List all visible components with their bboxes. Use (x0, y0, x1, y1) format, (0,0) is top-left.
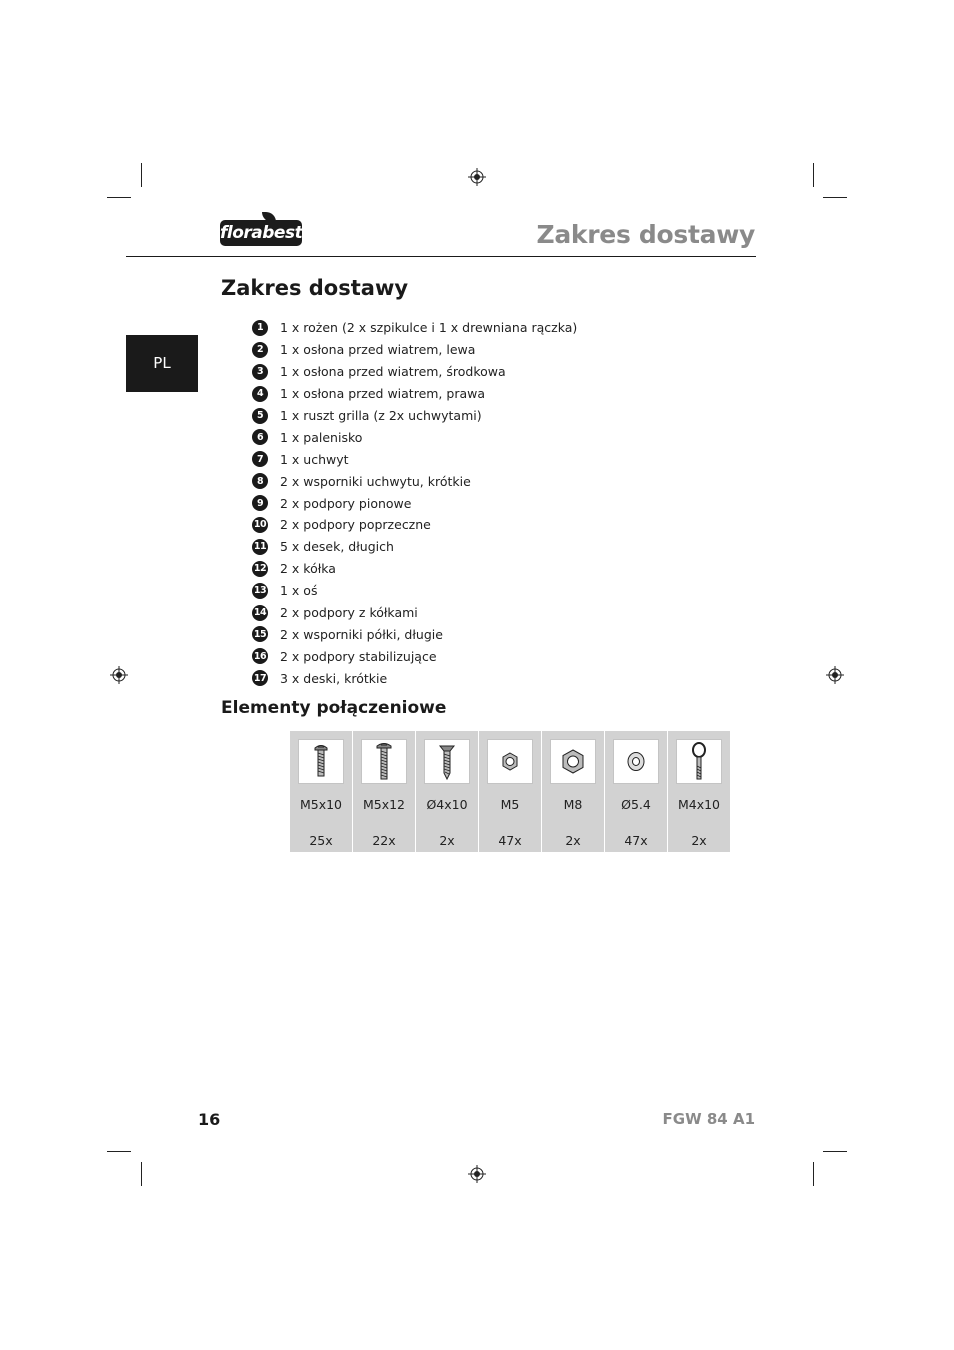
item-text: 1 x ruszt grilla (z 2x uchwytami) (280, 408, 482, 423)
item-text: 3 x deski, krótkie (280, 670, 388, 686)
item-text: 1 x oś (280, 583, 318, 599)
item-text: 2 x kółka (280, 561, 336, 577)
list-item (252, 492, 577, 514)
list-item (252, 580, 577, 602)
hardware-label: Ø5.4 (621, 797, 651, 812)
wood-screw-icon (424, 739, 470, 784)
hardware-quantity: 2x (691, 833, 707, 848)
item-number-badge: 7 (252, 451, 268, 467)
list-item (252, 361, 577, 383)
list-item (252, 339, 577, 361)
registration-mark-icon (468, 1165, 486, 1183)
hardware-quantity: 25x (309, 833, 333, 848)
list-item (252, 383, 577, 405)
washer-icon (613, 739, 659, 784)
page-header-title: Zakres dostawy (536, 220, 755, 249)
list-item (252, 602, 577, 624)
brand-logo: florabest (220, 220, 302, 246)
item-number-badge: 2 (252, 342, 268, 358)
crop-mark (813, 163, 814, 187)
model-number: FGW 84 A1 (662, 1110, 755, 1128)
crop-mark (141, 163, 142, 187)
item-text: 5 x desek, długich (280, 539, 394, 555)
list-item (252, 448, 577, 470)
item-number-badge: 12 (252, 561, 268, 577)
list-item (252, 470, 577, 492)
item-number-badge: 8 (252, 473, 268, 489)
item-text: 2 x podpory pionowe (280, 495, 412, 511)
list-item (252, 667, 577, 689)
item-text: 2 x podpory stabilizujące (280, 648, 437, 664)
parts-list (252, 317, 577, 689)
item-number-badge: 17 (252, 670, 268, 686)
hardware-label: M5x10 (299, 797, 343, 812)
item-text: 2 x wsporniki półki, długie (280, 626, 443, 642)
item-text: 2 x wsporniki uchwytu, krótkie (280, 473, 471, 489)
registration-mark-icon (826, 666, 844, 684)
item-number-badge: 10 (252, 517, 268, 533)
list-item (252, 317, 577, 339)
hardware-label: M8 (563, 797, 583, 812)
hardware-column (668, 731, 730, 852)
item-text: 2 x podpory poprzeczne (280, 517, 431, 533)
item-number-badge: 3 (252, 364, 268, 380)
list-item (252, 426, 577, 448)
hardware-quantity: 47x (624, 833, 648, 848)
item-number-badge: 11 (252, 539, 268, 555)
header-divider (126, 256, 756, 257)
crop-mark (823, 197, 847, 198)
hardware-label: Ø4x10 (426, 797, 468, 812)
hardware-column (353, 731, 415, 852)
nut-small-icon (487, 739, 533, 784)
item-text: 1 x osłona przed wiatrem, środkowa (280, 364, 506, 380)
hardware-column (542, 731, 604, 852)
hardware-column (416, 731, 478, 852)
nut-large-icon (550, 739, 596, 784)
item-text: 1 x osłona przed wiatrem, lewa (280, 342, 476, 358)
hardware-column (605, 731, 667, 852)
item-number-badge: 4 (252, 386, 268, 402)
hardware-table (290, 731, 730, 852)
item-number-badge: 13 (252, 583, 268, 599)
hardware-column (290, 731, 352, 852)
hardware-label: M4x10 (677, 797, 721, 812)
item-number-badge: 9 (252, 495, 268, 511)
crop-mark (813, 1162, 814, 1186)
list-item (252, 645, 577, 667)
crop-mark (141, 1162, 142, 1186)
item-number-badge: 15 (252, 626, 268, 642)
list-item (252, 514, 577, 536)
hardware-label: M5 (500, 797, 520, 812)
subsection-title: Elementy połączeniowe (221, 698, 447, 718)
item-text: 1 x uchwyt (280, 451, 349, 467)
item-text: 1 x osłona przed wiatrem, prawa (280, 386, 485, 402)
registration-mark-icon (110, 666, 128, 684)
crop-mark (107, 197, 131, 198)
hardware-quantity: 2x (565, 833, 581, 848)
item-number-badge: 16 (252, 648, 268, 664)
crop-mark (823, 1151, 847, 1152)
hardware-label: M5x12 (362, 797, 406, 812)
eye-bolt-icon (676, 739, 722, 784)
item-number-badge: 5 (252, 408, 268, 424)
list-item (252, 623, 577, 645)
language-tab: PL (126, 335, 198, 392)
item-text: 2 x podpory z kółkami (280, 605, 418, 621)
item-number-badge: 1 (252, 320, 268, 336)
list-item (252, 405, 577, 427)
screw-short-icon (298, 739, 344, 784)
crop-mark (107, 1151, 131, 1152)
section-title: Zakres dostawy (221, 276, 409, 300)
registration-mark-icon (468, 168, 486, 186)
list-item (252, 536, 577, 558)
hardware-column (479, 731, 541, 852)
list-item (252, 558, 577, 580)
hardware-quantity: 22x (372, 833, 396, 848)
page-number: 16 (198, 1110, 221, 1129)
item-number-badge: 6 (252, 429, 268, 445)
item-number-badge: 14 (252, 605, 268, 621)
screw-long-icon (361, 739, 407, 784)
hardware-quantity: 47x (498, 833, 522, 848)
hardware-quantity: 2x (439, 833, 455, 848)
item-text: 1 x palenisko (280, 429, 363, 445)
item-text: 1 x rożen (2 x szpikulce i 1 x drewniana rączka) (280, 320, 578, 336)
